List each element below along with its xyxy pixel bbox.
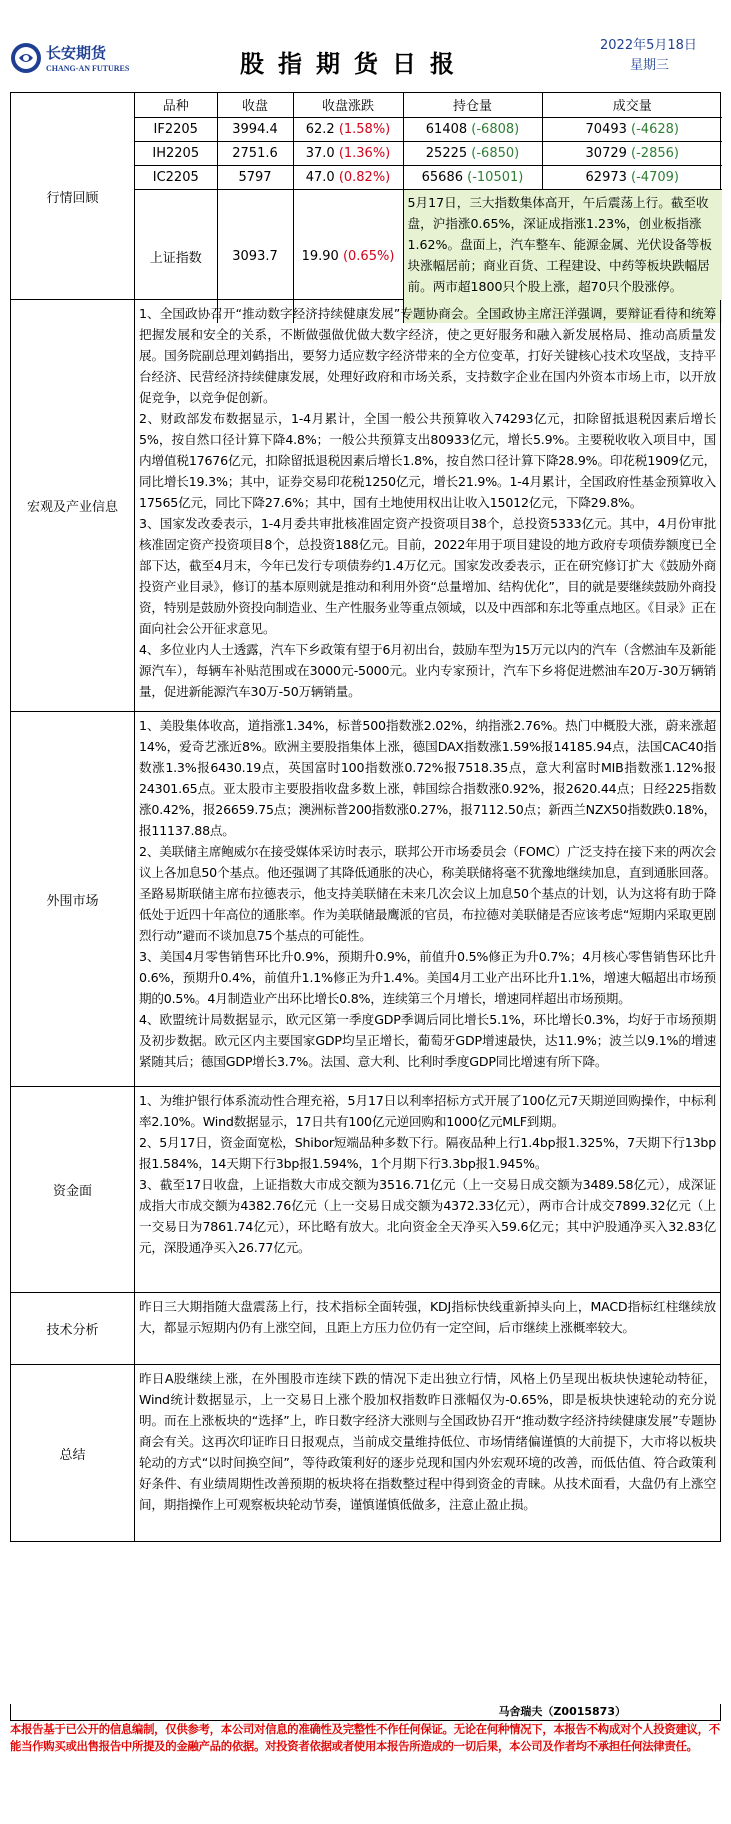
overseas-content [135, 712, 720, 1086]
analyst-signature: 马舍瑞夫（Z0015873） [10, 1704, 721, 1721]
funds-content [135, 1087, 720, 1292]
col-header-close: 收盘 [217, 93, 293, 117]
section-label-technical: 技术分析 [11, 1293, 135, 1364]
market-review-section [10, 92, 721, 300]
logo-emblem-icon [10, 42, 42, 74]
cell-volume: 70493 (-4628) [542, 117, 722, 141]
cell-change: 62.2 (1.58%) [293, 117, 403, 141]
overseas-paragraph: 3、美国4月零售销售环比升0.9%，预期升0.9%，前值升0.5%修正为升0.7%；4月核心零售销售环比升0.6%，预期升0.4%，前值升1.1%修正为升1.4%。美国4月工业产出环比升1.1%，增速大幅超出市场预期的0.5%。4月制造业产出环比增长0.8%，连续第三个月增长，增速同样超出市场预期。 [139, 949, 716, 1006]
disclaimer-text: 本报告基于已公开的信息编制，仅供参考，本公司对信息的准确性及完整性不作任何保证。无论在何种情况下，本报告不构成对个人投资建议，不能当作购买或出售报告中所提及的金融产品的依据。对投资者依据或者使用本报告所造成的一切后果，本公司及作者均不承担任何法律责任。 [10, 1722, 720, 1753]
company-logo [10, 40, 130, 86]
overseas-paragraph: 4、欧盟统计局数据显示，欧元区第一季度GDP季调后同比增长5.1%，环比增长0.3%，均好于市场预期及初步数据。欧元区内主要国家GDP均呈正增长，葡萄牙GDP增速最快，达11.9%；波兰以9.1%的增速紧随其后；德国GDP增长3.7%。法国、意大利、比利时季度GDP同比增速有所下降。 [139, 1012, 716, 1069]
macro-paragraph: 2、财政部发布数据显示，1-4月累计，全国一般公共预算收入74293亿元，扣除留抵退税因素后增长5%，按自然口径计算下降4.8%；一般公共预算支出80933亿元，增长5.9%。主要税收收入项目中，国内增值税17676亿元，扣除留抵退税因素后增长1.8%，按自然口径计算下降28.9%。印花税1909亿元，同比增长19.3%；其中，证券交易印花税1250亿元，增长21.9%。1-4月累计，全国政府性基金预算收入17565亿元，同比下降27.6%；其中，国有土地使用权出让收入15012亿元，下降29.8%。 [139, 411, 716, 510]
report-title: 股指期货日报 [240, 50, 468, 78]
conclusion-content [135, 1365, 720, 1541]
section-label-funds: 资金面 [11, 1087, 135, 1292]
cell-change: 37.0 (1.36%) [293, 141, 403, 165]
cell-index-name: 上证指数 [149, 250, 202, 266]
technical-content [135, 1293, 720, 1364]
macro-paragraph: 3、国家发改委表示，1-4月委共审批核准固定资产投资项目38个，总投资5333亿元。其中，4月份审批核准固定资产投资项目8个，总投资188亿元。目前，2022年用于项目建设的地方政府专项债券额度已全部下达，截至4月末，今年已发行专项债券约1.4万亿元。国家发改委表示，正在研究修订扩大《鼓励外商投资产业目录》，修订的基本原则就是推动和利用外资“总量增加、结构优化”，目的就是要继续鼓励外商投资，特别是鼓励外资投向制造业、生产性服务业等重点领域，以及中西部和东北等重点地区。《目录》正在面向社会公开征求意见。 [139, 516, 716, 636]
logo-chinese-text: 长安期货 [46, 44, 107, 62]
table-row [135, 117, 722, 141]
macro-paragraph: 1、全国政协召开“推动数字经济持续健康发展”专题协商会。全国政协主席汪洋强调，要辩证看待和统筹把握发展和安全的关系，不断做强做优做大数字经济，使之更好服务和融入新发展格局、推动高质量发展。国务院副总理刘鹤指出，要努力适应数字经济带来的全方位变革，打好关键核心技术攻坚战，支持平台经济、民营经济持续健康发展，处理好政府和市场关系，支持数字企业在国内外资本市场上市，以开放促竞争，以竞争促创新。 [139, 306, 716, 405]
cell-volume: 30729 (-2856) [542, 141, 722, 165]
market-summary: 5月17日，三大指数集体高开，午后震荡上行。截至收盘，沪指涨0.65%，深证成指涨1.23%，创业板指涨1.62%。盘面上，汽车整车、能源金属、光伏设备等板块涨幅居前；商业百货、工程建设、中药等板块跌幅居前。两市超1800只个股上涨，超70只个股涨停。 [403, 189, 722, 323]
cell-oi: 25225 (-6850) [403, 141, 542, 165]
overseas-paragraph: 1、美股集体收高，道指涨1.34%，标普500指数涨2.02%，纳指涨2.76%。热门中概股大涨，蔚来涨超14%，爱奇艺涨近8%。欧洲主要股指集体上涨，德国DAX指数涨1.59%报14185.94点，法国CAC40指数涨1.3%报6430.19点，英国富时100指数涨0.72%报7518.35点，意大利富时MIB指数涨1.12%报24301.65点。亚太股市主要股指收盘多数上涨，韩国综合指数涨0.92%，报2620.44点；日经225指数涨0.42%，报26659.75点；澳洲标普200指数涨0.27%，报7112.50点；新西兰NZX50指数跌0.18%，报11137.88点。 [139, 718, 716, 838]
funds-paragraph: 2、5月17日，资金面宽松，Shibor短端品种多数下行。隔夜品种上行1.4bp报1.325%，7天期下行13bp报1.584%，14天期下行3bp报1.594%，1个月期下行3.3bp报1.945%。 [139, 1135, 716, 1171]
cell-close: 3994.4 [217, 117, 293, 141]
col-header-variety: 品种 [135, 93, 217, 117]
technical-paragraph: 昨日三大期指随大盘震荡上行，技术指标全面转强，KDJ指标快线重新掉头向上，MACD指标红柱继续放大，都显示短期内仍有上涨空间，且距上方压力位仍有一定空间，后市继续上涨概率较大。 [139, 1299, 716, 1335]
report-date: 2022年5月18日 [600, 38, 697, 53]
cell-variety: IH2205 [135, 141, 217, 165]
macro-content [135, 300, 720, 711]
funds-paragraph: 1、为维护银行体系流动性合理充裕，5月17日以利率招标方式开展了100亿元7天期逆回购操作，中标利率2.10%。Wind数据显示，17日共有100亿元逆回购和1000亿元MLF到期。 [139, 1093, 716, 1129]
cell-variety: IC2205 [135, 165, 217, 189]
macro-paragraph: 4、多位业内人士透露，汽车下乡政策有望于6月初出台，鼓励车型为15万元以内的汽车（含燃油车及新能源汽车），每辆车补贴范围或在3000元-5000元。业内专家预计，汽车下乡将促进燃油车20万-30万辆销量，促进新能源汽车30万-50万辆销量。 [139, 642, 716, 699]
funds-paragraph: 3、截至17日收盘，上证指数大市成交额为3516.71亿元（上一交易日成交额为3489.58亿元），成深证成指大市成交额为4382.76亿元（上一交易日成交额为4372.33亿元），两市合计成交7899.32亿元（上一交易日为7861.74亿元），环比略有放大。北向资金全天净买入59.6亿元；其中沪股通净买入32.83亿元，深股通净买入26.77亿元。 [139, 1177, 716, 1255]
cell-volume: 62973 (-4709) [542, 165, 722, 189]
col-header-oi: 持仓量 [403, 93, 542, 117]
cell-close: 2751.6 [217, 141, 293, 165]
technical-section [10, 1293, 721, 1365]
report-header [0, 0, 731, 92]
section-label-market: 行情回顾 [11, 93, 135, 299]
cell-index-close: 3093.7 [217, 189, 293, 323]
market-table [135, 93, 722, 323]
cell-close: 5797 [217, 165, 293, 189]
macro-section [10, 300, 721, 712]
col-header-change: 收盘涨跌 [293, 93, 403, 117]
report-weekday: 星期三 [630, 58, 670, 73]
col-header-volume: 成交量 [542, 93, 722, 117]
table-header-row [135, 93, 722, 117]
cell-variety: IF2205 [135, 117, 217, 141]
section-label-conclusion: 总结 [11, 1365, 135, 1541]
conclusion-paragraph: 昨日A股继续上涨，在外围股市连续下跌的情况下走出独立行情，风格上仍呈现出板块快速轮动特征，Wind统计数据显示，上一交易日上涨个股加权指数昨日涨幅仅为-0.65%，即是板块快速轮动的充分说明。而在上涨板块的“选择”上，昨日数字经济大涨则与全国政协召开“推动数字经济持续健康发展”专题协商会有关。这再次印证昨日日报观点，当前成交量维持低位、市场情绪偏谨慎的大前提下，大市将以板块轮动的方式“以时间换空间”，等待政策利好的逐步兑现和国内外宏观环境的改善，而低估值、符合政策利好条件、有业绩周期性改善预期的板块将在指数整过程中得到资金的青睐。从技术面看，大盘仍有上涨空间，期指操作上可观察板块轮动节奏，谨慎谨慎低做多，注意止盈止损。 [139, 1371, 716, 1512]
section-label-macro: 宏观及产业信息 [11, 300, 135, 711]
overseas-section [10, 712, 721, 1087]
table-row [135, 165, 722, 189]
cell-change: 47.0 (0.82%) [293, 165, 403, 189]
overseas-paragraph: 2、美联储主席鲍威尔在接受媒体采访时表示，联邦公开市场委员会（FOMC）广泛支持在接下来的两次会议上各加息50个基点。他还强调了其降低通胀的决心，称美联储将毫不犹豫地继续加息，直到通胀回落。圣路易斯联储主席布拉德表示，他支持美联储在未来几次会议上加息50个基点的计划，认为这将有助于降低处于近四十年高位的通胀率。作为美联储最鹰派的官员，布拉德对美联储是否应该考虑“短期内采取更剧烈行动”避而不谈加息75个基点的可能性。 [139, 844, 716, 943]
table-row [135, 141, 722, 165]
report-body [10, 92, 721, 1542]
logo-english-text: CHANG-AN FUTURES [46, 64, 130, 73]
funds-section [10, 1087, 721, 1293]
section-label-overseas: 外围市场 [11, 712, 135, 1086]
cell-index-change: 19.90 (0.65%) [293, 189, 403, 323]
market-table-wrapper [135, 93, 722, 299]
conclusion-section [10, 1365, 721, 1542]
cell-oi: 65686 (-10501) [403, 165, 542, 189]
cell-oi: 61408 (-6808) [403, 117, 542, 141]
